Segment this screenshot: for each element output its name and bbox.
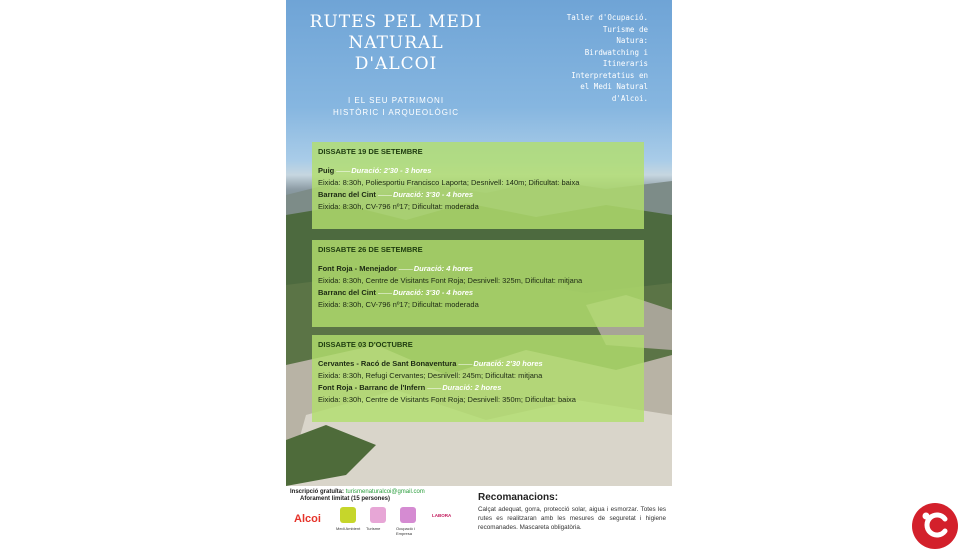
- poster-subtitle: I EL SEU PATRIMONI HISTÒRIC I ARQUEOLÒGIC: [332, 96, 459, 117]
- day-panel: [312, 240, 644, 327]
- route-detail: Eixida: 8:30h, Centre de Visitants Font Roja; Desnivell: 350m; Dificultat: baixa: [318, 395, 576, 404]
- brand-logo-icon[interactable]: [912, 503, 958, 549]
- brand-c-icon: [921, 511, 949, 539]
- day-panel: [312, 142, 644, 229]
- route-heading: Font Roja - Barranc de l'Infern —— Duració: 2 hores: [318, 383, 502, 392]
- day-panel: [312, 335, 644, 422]
- route-heading: Barranc del Cint —— Duració: 3'30 - 4 hores: [318, 288, 474, 297]
- day-label: DISSABTE 03 D'OCTUBRE: [318, 340, 413, 349]
- day-label: DISSABTE 26 DE SETEMBRE: [318, 245, 423, 254]
- day-label: DISSABTE 19 DE SETEMBRE: [318, 147, 423, 156]
- route-detail: Eixida: 8:30h, Centre de Visitants Font Roja; Desnivell: 325m, Dificultat: mitjana: [318, 276, 583, 285]
- inscription-line: Inscripció gratuïta: turismenaturalcoi@gmail.com: [290, 489, 425, 495]
- route-heading: Cervantes - Racó de Sant Bonaventura —— Duració: 2'30 hores: [318, 359, 543, 368]
- event-poster: [286, 0, 672, 486]
- poster-title: RUTES PEL MEDI NATURAL D'ALCOI: [309, 12, 483, 74]
- route-detail: Eixida: 8:30h, CV-796 nº17; Dificultat: moderada: [318, 300, 479, 309]
- route-detail: Eixida: 8:30h, Poliesportiu Francisco Laporta; Desnivell: 140m; Dificultat: baixa: [318, 178, 580, 187]
- recommendations-title: Recomanacions:: [478, 492, 559, 503]
- recommendations-text: Calçat adequat, gorra, protecció solar, aigua i esmorzar. Totes les rutes es realitzaran amb les mesures de seguretat i higiene recomanades. Mascareta obligatòria.: [478, 506, 666, 531]
- email-link[interactable]: turismenaturalcoi@gmail.com: [345, 489, 425, 495]
- route-heading: Font Roja - Menejador —— Duració: 4 hores: [318, 264, 473, 273]
- recommendations: [478, 492, 666, 532]
- inscription-block: [290, 488, 470, 502]
- labora-logo: LABORA: [432, 513, 452, 518]
- logo-caption: Turisme: [366, 526, 381, 531]
- logo-caption: Medi Ambient: [336, 526, 361, 531]
- capacity-note: Aforament limitat (15 persones): [300, 496, 391, 502]
- sponsor-logos: [294, 505, 464, 539]
- workshop-description: Taller d'Ocupació. Turisme de Natura: Birdwatching i Itineraris Interpretatius en el Medi Natural d'Alcoi.: [566, 13, 648, 103]
- ocupacio-logo-icon: [400, 507, 416, 523]
- medi-ambient-logo-icon: [340, 507, 356, 523]
- logo-caption: Ocupació i Empresa: [396, 526, 415, 536]
- alcoi-logo: Alcoi: [294, 513, 321, 525]
- route-heading: Barranc del Cint —— Duració: 3'30 - 4 hores: [318, 190, 474, 199]
- route-detail: Eixida: 8:30h, Refugi Cervantes; Desnivell: 245m; Dificultat: mitjana: [318, 371, 543, 380]
- turisme-logo-icon: [370, 507, 386, 523]
- route-detail: Eixida: 8:30h, CV-796 nº17; Dificultat: moderada: [318, 202, 479, 211]
- route-heading: Puig —— Duració: 2'30 - 3 hores: [318, 166, 432, 175]
